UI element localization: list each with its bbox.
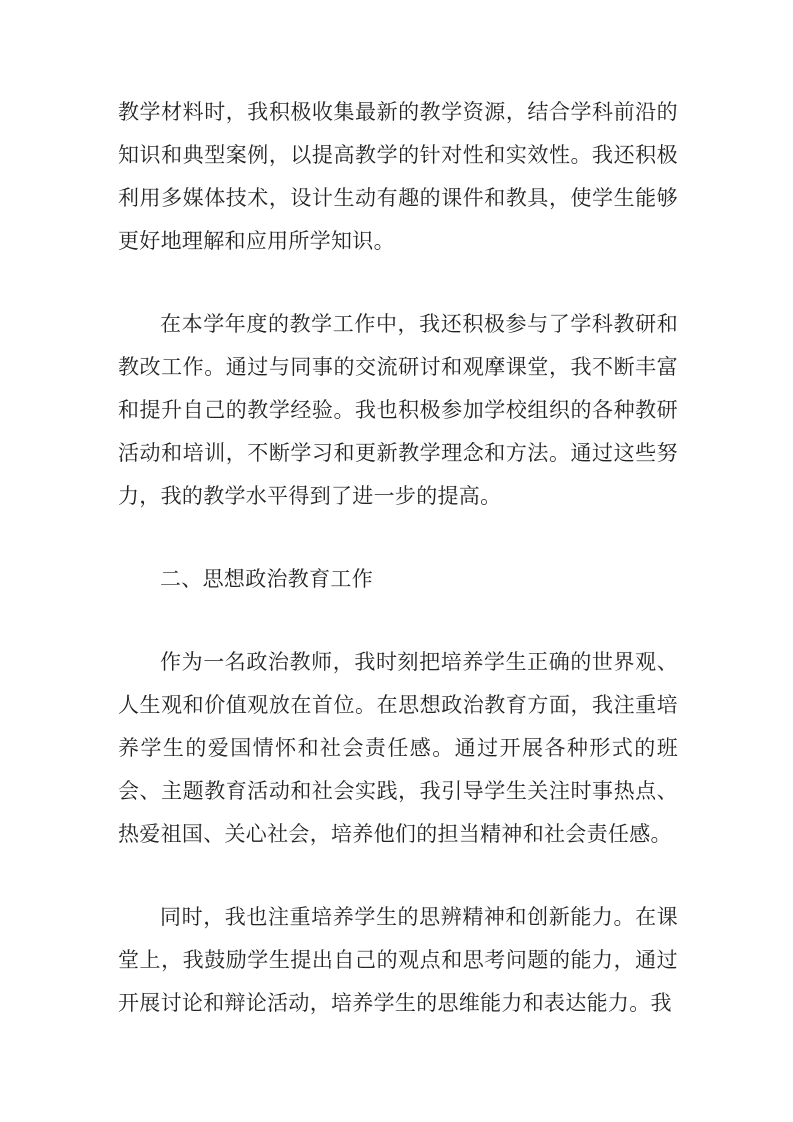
paragraph-ideological-education: 作为一名政治教师，我时刻把培养学生正确的世界观、人生观和价值观放在首位。在思想政治教育方面，我注重培养学生的爱国情怀和社会责任感。通过开展各种形式的班会、主题教育活动和社会实践，我引导学生关注时事热点、热爱祖国、关心社会，培养他们的担当精神和社会责任感。 [118,650,678,846]
paragraph-critical-thinking: 同时，我也注重培养学生的思辨精神和创新能力。在课堂上，我鼓励学生提出自己的观点和思考问题的能力，通过开展讨论和辩论活动，培养学生的思维能力和表达能力。我 [118,905,678,1015]
paragraph-teaching-materials: 教学材料时，我积极收集最新的教学资源，结合学科前沿的知识和典型案例，以提高教学的针对性和实效性。我还积极利用多媒体技术，设计生动有趣的课件和教具，使学生能够更好地理解和应用所学知识。 [118,100,678,253]
section-heading-ideological-education: 二、思想政治教育工作 [160,567,373,591]
paragraph-teaching-research: 在本学年度的教学工作中，我还积极参与了学科教研和教改工作。通过与同事的交流研讨和观摩课堂，我不断丰富和提升自己的教学经验。我也积极参加学校组织的各种教研活动和培训，不断学习和更新教学理念和方法。通过这些努力，我的教学水平得到了进一步的提高。 [118,312,678,508]
document-body [118,91,678,1025]
